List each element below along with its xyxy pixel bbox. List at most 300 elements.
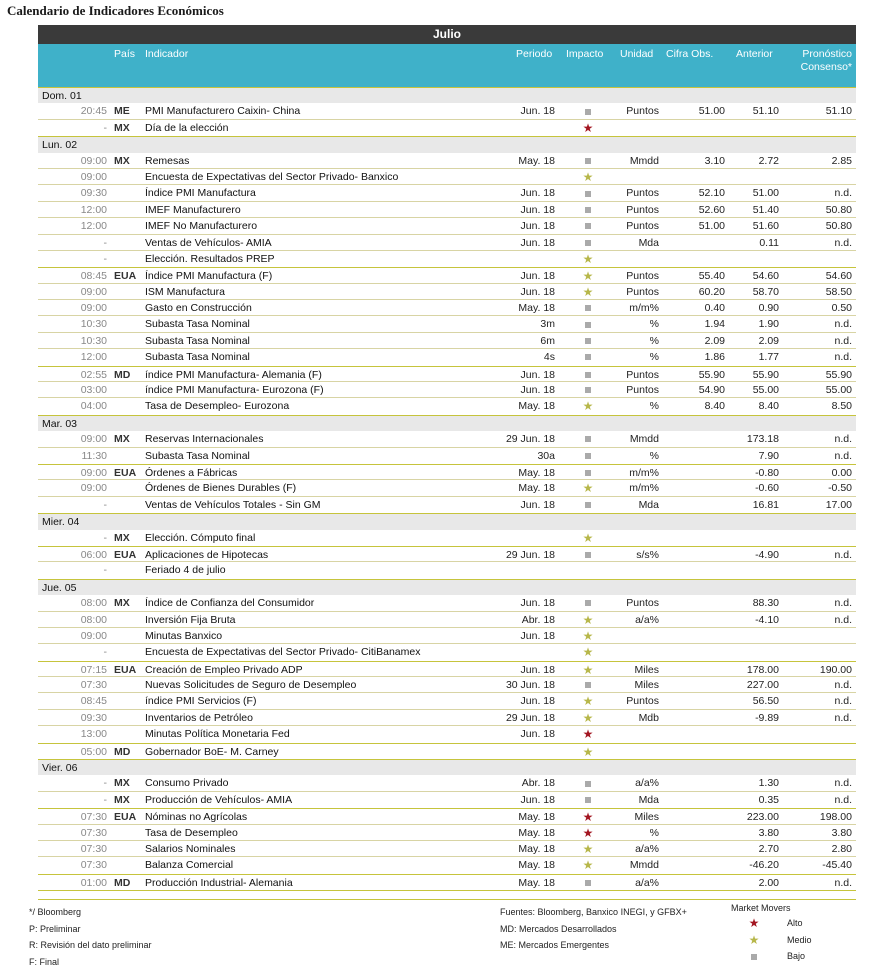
row-forecast: 0.00 bbox=[831, 466, 852, 479]
impact-low-square-icon bbox=[585, 600, 591, 606]
row-forecast: 58.50 bbox=[825, 285, 852, 298]
row-observed: 1.86 bbox=[704, 351, 725, 364]
row-previous: 55.00 bbox=[752, 384, 779, 397]
impact-medium-star-icon: ★ bbox=[582, 710, 594, 725]
row-impact bbox=[577, 300, 599, 316]
row-forecast: 3.80 bbox=[831, 826, 852, 839]
row-impact bbox=[577, 448, 599, 464]
row-unit: s/s% bbox=[636, 548, 659, 561]
row-indicator: Consumo Privado bbox=[145, 777, 229, 790]
row-time: 09:00 bbox=[80, 466, 107, 479]
row-previous: -4.90 bbox=[755, 548, 779, 561]
row-period: May. 18 bbox=[518, 859, 555, 872]
row-time: 10:30 bbox=[80, 318, 107, 331]
impact-low-square-icon bbox=[585, 372, 591, 378]
footer-note: F: Final bbox=[29, 956, 60, 967]
row-period: Jun. 18 bbox=[520, 220, 555, 233]
header-pais: País bbox=[114, 48, 136, 60]
impact-low-square-icon bbox=[585, 240, 591, 246]
table-row bbox=[38, 185, 856, 201]
table-row bbox=[38, 169, 856, 185]
row-previous: 2.70 bbox=[758, 842, 779, 855]
row-previous: 0.90 bbox=[758, 302, 779, 315]
row-impact bbox=[577, 349, 599, 365]
row-impact bbox=[577, 431, 599, 447]
table-row bbox=[38, 103, 856, 119]
row-period: Jun. 18 bbox=[520, 597, 555, 610]
impact-medium-star-icon: ★ bbox=[582, 628, 594, 643]
row-period: 30a bbox=[537, 449, 555, 462]
impact-medium-star-icon: ★ bbox=[582, 284, 594, 299]
impact-low-square-icon bbox=[585, 453, 591, 459]
row-period: Jun. 18 bbox=[520, 270, 555, 283]
row-period: Jun. 18 bbox=[520, 384, 555, 397]
day-header: Jue. 05 bbox=[38, 579, 856, 595]
row-period: Jun. 18 bbox=[520, 793, 555, 806]
impact-low-square-icon bbox=[585, 781, 591, 787]
row-indicator: Gasto en Construcción bbox=[145, 302, 252, 315]
row-unit: m/m% bbox=[629, 482, 659, 495]
row-time: 12:00 bbox=[80, 351, 107, 364]
table-row bbox=[38, 874, 856, 890]
table-row bbox=[38, 677, 856, 693]
footer-note: */ Bloomberg bbox=[29, 907, 82, 917]
impact-medium-star-icon: ★ bbox=[582, 662, 594, 677]
impact-medium-star-icon: ★ bbox=[582, 169, 594, 184]
market-movers-legend bbox=[731, 901, 856, 965]
row-previous: 227.00 bbox=[746, 679, 779, 692]
table-row bbox=[38, 202, 856, 218]
row-impact bbox=[577, 726, 599, 743]
row-impact bbox=[577, 628, 599, 645]
table-row bbox=[38, 595, 856, 611]
row-previous: 51.60 bbox=[752, 220, 779, 233]
row-country: MX bbox=[114, 433, 130, 446]
row-forecast: n.d. bbox=[834, 449, 852, 462]
row-time: 08:00 bbox=[80, 597, 107, 610]
impact-high-star-icon: ★ bbox=[582, 825, 594, 840]
row-time: 07:30 bbox=[80, 811, 107, 824]
row-previous: -4.10 bbox=[755, 613, 779, 626]
row-time: 07:15 bbox=[80, 663, 107, 676]
row-impact bbox=[577, 857, 599, 874]
row-country: EUA bbox=[114, 663, 137, 676]
row-time: - bbox=[103, 793, 107, 806]
row-time: 20:45 bbox=[80, 105, 107, 118]
row-time: - bbox=[103, 777, 107, 790]
row-forecast: 198.00 bbox=[819, 811, 852, 824]
table-row bbox=[38, 382, 856, 398]
row-indicator: Ventas de Vehículos Totales - Sin GM bbox=[145, 498, 321, 511]
table-row bbox=[38, 431, 856, 447]
row-indicator: Órdenes de Bienes Durables (F) bbox=[145, 482, 297, 495]
row-indicator: Minutas Banxico bbox=[145, 629, 223, 642]
row-time: 09:00 bbox=[80, 154, 107, 167]
row-period: May. 18 bbox=[518, 154, 555, 167]
row-indicator: Tasa de Desempleo- Eurozona bbox=[145, 400, 290, 413]
row-forecast: 54.60 bbox=[825, 270, 852, 283]
row-unit: Miles bbox=[634, 663, 659, 676]
row-indicator: Minutas Política Monetaria Fed bbox=[145, 728, 290, 741]
impact-medium-star-icon: ★ bbox=[582, 744, 594, 759]
row-period: Abr. 18 bbox=[521, 613, 555, 626]
impact-high-star-icon: ★ bbox=[582, 810, 594, 825]
row-forecast: -45.40 bbox=[822, 859, 852, 872]
row-time: 10:30 bbox=[80, 334, 107, 347]
row-time: 05:00 bbox=[80, 745, 107, 758]
row-indicator: IMEF No Manufacturero bbox=[145, 220, 258, 233]
day-header: Mar. 03 bbox=[38, 415, 856, 431]
impact-low-square-icon bbox=[585, 682, 591, 688]
row-indicator: Remesas bbox=[145, 154, 190, 167]
row-unit: Puntos bbox=[626, 368, 659, 381]
row-time: 08:00 bbox=[80, 613, 107, 626]
row-impact bbox=[577, 595, 599, 611]
row-time: 13:00 bbox=[80, 728, 107, 741]
impact-high-star-icon: ★ bbox=[748, 916, 760, 930]
table-row bbox=[38, 775, 856, 791]
row-previous: -0.60 bbox=[755, 482, 779, 495]
row-observed: 3.10 bbox=[704, 154, 725, 167]
row-time: 11:30 bbox=[81, 449, 107, 462]
row-indicator: Día de la elección bbox=[145, 121, 229, 134]
footer-source: MD: Mercados Desarrollados bbox=[500, 923, 617, 934]
row-impact bbox=[577, 103, 599, 119]
impact-low-square-icon bbox=[585, 354, 591, 360]
row-forecast: n.d. bbox=[834, 351, 852, 364]
row-indicator: Creación de Empleo Privado ADP bbox=[145, 663, 303, 676]
row-impact bbox=[577, 841, 599, 858]
row-period: 30 Jun. 18 bbox=[505, 679, 555, 692]
impact-high-star-icon: ★ bbox=[582, 727, 594, 742]
row-impact bbox=[577, 235, 599, 251]
row-impact bbox=[577, 367, 599, 383]
row-impact bbox=[577, 547, 599, 563]
row-previous: 51.40 bbox=[752, 203, 779, 216]
legend-title: Market Movers bbox=[731, 903, 791, 913]
row-time: 02:55 bbox=[80, 368, 107, 381]
row-forecast: 2.80 bbox=[831, 842, 852, 855]
row-previous: 88.30 bbox=[752, 597, 779, 610]
row-observed: 54.90 bbox=[698, 384, 725, 397]
row-impact bbox=[577, 316, 599, 332]
row-country: MX bbox=[114, 597, 130, 610]
table-body bbox=[38, 87, 856, 890]
row-unit: a/a% bbox=[635, 777, 659, 790]
impact-low-square-icon bbox=[585, 387, 591, 393]
row-time: 04:00 bbox=[80, 400, 107, 413]
row-indicator: Subasta Tasa Nominal bbox=[145, 318, 250, 331]
row-observed: 0.40 bbox=[704, 302, 725, 315]
row-time: 09:00 bbox=[80, 170, 107, 183]
row-indicator: Encuesta de Expectativas del Sector Privado- Banxico bbox=[145, 170, 399, 183]
table-row bbox=[38, 825, 856, 841]
row-indicator: Índice de Confianza del Consumidor bbox=[145, 597, 315, 610]
row-impact bbox=[577, 333, 599, 349]
row-forecast: n.d. bbox=[834, 318, 852, 331]
row-observed: 1.94 bbox=[704, 318, 725, 331]
row-unit: Mmdd bbox=[629, 859, 659, 872]
row-country: EUA bbox=[114, 270, 137, 283]
day-header: Dom. 01 bbox=[38, 87, 856, 103]
table-row bbox=[38, 726, 856, 742]
impact-low-square-icon bbox=[585, 305, 591, 311]
table-row bbox=[38, 808, 856, 824]
row-impact bbox=[577, 398, 599, 415]
row-observed: 51.00 bbox=[698, 105, 725, 118]
row-forecast: 190.00 bbox=[819, 663, 852, 676]
row-unit: Miles bbox=[634, 811, 659, 824]
row-period: Jun. 18 bbox=[520, 695, 555, 708]
row-country: MX bbox=[114, 531, 130, 544]
row-indicator: Subasta Tasa Nominal bbox=[145, 334, 250, 347]
impact-low-square-icon bbox=[585, 338, 591, 344]
row-forecast: 55.00 bbox=[825, 384, 852, 397]
row-impact bbox=[577, 382, 599, 398]
row-impact bbox=[577, 775, 599, 791]
row-unit: % bbox=[649, 449, 659, 462]
row-previous: 1.30 bbox=[758, 777, 779, 790]
row-unit: Miles bbox=[634, 679, 659, 692]
page-title: Calendario de Indicadores Económicos bbox=[7, 3, 224, 18]
row-forecast: n.d. bbox=[834, 695, 852, 708]
row-previous: 1.77 bbox=[758, 351, 779, 364]
row-unit: Puntos bbox=[626, 105, 659, 118]
row-unit: % bbox=[649, 318, 659, 331]
row-indicator: Índice PMI Manufactura bbox=[145, 187, 256, 200]
row-forecast: 55.90 bbox=[825, 368, 852, 381]
row-observed: 60.20 bbox=[698, 285, 725, 298]
table-row bbox=[38, 300, 856, 316]
row-forecast: n.d. bbox=[834, 433, 852, 446]
row-time: 01:00 bbox=[80, 876, 107, 889]
impact-low-square-icon bbox=[751, 954, 757, 960]
header-indicador: Indicador bbox=[145, 48, 189, 60]
row-indicator: Elección. Resultados PREP bbox=[145, 252, 275, 265]
row-time: - bbox=[103, 564, 107, 577]
row-period: May. 18 bbox=[518, 482, 555, 495]
row-unit: Puntos bbox=[626, 220, 659, 233]
row-time: 07:30 bbox=[80, 859, 107, 872]
row-forecast: n.d. bbox=[834, 187, 852, 200]
row-country: EUA bbox=[114, 466, 137, 479]
row-indicator: índice PMI Manufactura- Eurozona (F) bbox=[145, 384, 324, 397]
row-period: May. 18 bbox=[518, 466, 555, 479]
row-impact bbox=[577, 677, 599, 693]
row-time: 08:45 bbox=[80, 695, 107, 708]
table-row bbox=[38, 644, 856, 660]
row-period: May. 18 bbox=[518, 811, 555, 824]
row-forecast: 8.50 bbox=[831, 400, 852, 413]
table-row bbox=[38, 661, 856, 677]
row-impact bbox=[577, 612, 599, 629]
footer-sources bbox=[500, 904, 687, 954]
row-period: May. 18 bbox=[518, 842, 555, 855]
row-time: 06:00 bbox=[80, 548, 107, 561]
row-period: Jun. 18 bbox=[520, 368, 555, 381]
row-forecast: n.d. bbox=[834, 613, 852, 626]
table-row bbox=[38, 120, 856, 136]
table-row bbox=[38, 497, 856, 513]
row-period: 29 Jun. 18 bbox=[505, 711, 555, 724]
table-row bbox=[38, 218, 856, 234]
table-row bbox=[38, 398, 856, 414]
row-previous: 54.60 bbox=[752, 270, 779, 283]
table-row bbox=[38, 743, 856, 759]
row-previous: 2.00 bbox=[758, 876, 779, 889]
row-time: 09:00 bbox=[80, 433, 107, 446]
row-indicator: índice PMI Manufactura- Alemania (F) bbox=[145, 368, 322, 381]
row-country: ME bbox=[114, 105, 130, 118]
table-row bbox=[38, 284, 856, 300]
impact-low-square-icon bbox=[585, 436, 591, 442]
legend-label: Medio bbox=[787, 934, 812, 945]
row-period: 3m bbox=[540, 318, 555, 331]
table-row bbox=[38, 251, 856, 267]
row-indicator: Tasa de Desempleo bbox=[145, 826, 238, 839]
row-indicator: PMI Manufacturero Caixin- China bbox=[145, 105, 301, 118]
row-period: May. 18 bbox=[518, 876, 555, 889]
row-forecast: 2.85 bbox=[831, 154, 852, 167]
row-indicator: ISM Manufactura bbox=[145, 285, 225, 298]
row-impact bbox=[577, 185, 599, 201]
row-indicator: Encuesta de Expectativas del Sector Privado- CitiBanamex bbox=[145, 646, 421, 659]
row-previous: 56.50 bbox=[752, 695, 779, 708]
row-indicator: Inventarios de Petróleo bbox=[145, 711, 253, 724]
row-indicator: Órdenes a Fábricas bbox=[145, 466, 238, 479]
row-previous: 51.00 bbox=[752, 187, 779, 200]
row-unit: a/a% bbox=[635, 876, 659, 889]
row-indicator: Producción Industrial- Alemania bbox=[145, 876, 293, 889]
row-time: - bbox=[103, 236, 107, 249]
row-previous: 2.09 bbox=[758, 334, 779, 347]
row-unit: Mdb bbox=[638, 711, 659, 724]
row-impact bbox=[577, 120, 599, 137]
footer-source: Fuentes: Bloomberg, Banxico INEGI, y GFBX+ bbox=[500, 907, 687, 917]
impact-low-square-icon bbox=[585, 223, 591, 229]
row-forecast: -0.50 bbox=[828, 482, 852, 495]
impact-low-square-icon bbox=[585, 207, 591, 213]
row-impact bbox=[577, 202, 599, 218]
row-indicator: Salarios Nominales bbox=[145, 842, 236, 855]
table-row bbox=[38, 316, 856, 332]
row-forecast: n.d. bbox=[834, 334, 852, 347]
row-previous: 223.00 bbox=[746, 811, 779, 824]
row-impact bbox=[577, 530, 599, 547]
header-impacto: Impacto bbox=[566, 48, 604, 60]
impact-medium-star-icon: ★ bbox=[582, 645, 594, 660]
row-indicator: Aplicaciones de Hipotecas bbox=[145, 548, 269, 561]
row-period: May. 18 bbox=[518, 826, 555, 839]
row-impact bbox=[577, 825, 599, 842]
impact-low-square-icon bbox=[585, 797, 591, 803]
row-forecast: n.d. bbox=[834, 236, 852, 249]
table-row bbox=[38, 628, 856, 644]
row-impact bbox=[577, 480, 599, 497]
row-indicator: Feriado 4 de julio bbox=[145, 564, 226, 577]
row-country: EUA bbox=[114, 811, 137, 824]
row-observed: 55.40 bbox=[698, 270, 725, 283]
row-time: 03:00 bbox=[80, 384, 107, 397]
row-forecast: 0.50 bbox=[831, 302, 852, 315]
row-unit: Puntos bbox=[626, 203, 659, 216]
row-previous: 2.72 bbox=[758, 154, 779, 167]
header-unidad: Unidad bbox=[620, 48, 654, 60]
row-period: 6m bbox=[540, 334, 555, 347]
footer-source: ME: Mercados Emergentes bbox=[500, 940, 610, 950]
row-period: Jun. 18 bbox=[520, 663, 555, 676]
row-time: 08:45 bbox=[80, 270, 107, 283]
calendar-table bbox=[38, 25, 856, 891]
table-row bbox=[38, 464, 856, 480]
impact-low-square-icon bbox=[585, 880, 591, 886]
row-forecast: n.d. bbox=[834, 793, 852, 806]
footer-notes bbox=[29, 904, 152, 970]
table-row bbox=[38, 480, 856, 496]
table-row bbox=[38, 562, 856, 578]
legend-label: Bajo bbox=[787, 951, 806, 961]
row-previous: -9.89 bbox=[755, 711, 779, 724]
row-observed: 2.09 bbox=[704, 334, 725, 347]
row-time: 09:00 bbox=[80, 629, 107, 642]
row-impact bbox=[577, 251, 599, 268]
row-period: 29 Jun. 18 bbox=[505, 433, 555, 446]
impact-medium-star-icon: ★ bbox=[582, 612, 594, 627]
row-previous: 3.80 bbox=[758, 826, 779, 839]
row-observed: 51.00 bbox=[698, 220, 725, 233]
table-row bbox=[38, 530, 856, 546]
legend-item bbox=[731, 948, 856, 965]
row-unit: Puntos bbox=[626, 695, 659, 708]
row-country: MD bbox=[114, 876, 131, 889]
impact-medium-star-icon: ★ bbox=[582, 858, 594, 873]
row-previous: 51.10 bbox=[752, 105, 779, 118]
table-row bbox=[38, 349, 856, 365]
row-time: 09:00 bbox=[80, 302, 107, 315]
row-unit: % bbox=[649, 400, 659, 413]
impact-low-square-icon bbox=[585, 109, 591, 115]
day-header: Mier. 04 bbox=[38, 513, 856, 529]
row-previous: 16.81 bbox=[752, 498, 779, 511]
row-unit: Puntos bbox=[626, 270, 659, 283]
table-row bbox=[38, 448, 856, 464]
row-previous: 178.00 bbox=[746, 663, 779, 676]
day-header: Vier. 06 bbox=[38, 759, 856, 775]
impact-low-square-icon bbox=[585, 470, 591, 476]
row-indicator: IMEF Manufacturero bbox=[145, 203, 241, 216]
row-period: May. 18 bbox=[518, 302, 555, 315]
row-impact bbox=[577, 693, 599, 710]
row-previous: 8.40 bbox=[758, 400, 779, 413]
row-forecast: n.d. bbox=[834, 876, 852, 889]
header-cifra: Cifra Obs. bbox=[666, 48, 714, 60]
row-indicator: Gobernador BoE- M. Carney bbox=[145, 745, 279, 758]
row-unit: Mda bbox=[638, 498, 659, 511]
row-country: MD bbox=[114, 368, 131, 381]
day-header: Lun. 02 bbox=[38, 136, 856, 152]
row-country: EUA bbox=[114, 548, 137, 561]
row-previous: 1.90 bbox=[758, 318, 779, 331]
row-country: MD bbox=[114, 745, 131, 758]
row-country: MX bbox=[114, 777, 130, 790]
row-indicator: Ventas de Vehículos- AMIA bbox=[145, 236, 272, 249]
row-unit: m/m% bbox=[629, 302, 659, 315]
row-forecast: 51.10 bbox=[825, 105, 852, 118]
row-observed: 55.90 bbox=[698, 368, 725, 381]
row-period: Jun. 18 bbox=[520, 629, 555, 642]
row-impact bbox=[577, 284, 599, 301]
footer-note: P: Preliminar bbox=[29, 923, 81, 934]
